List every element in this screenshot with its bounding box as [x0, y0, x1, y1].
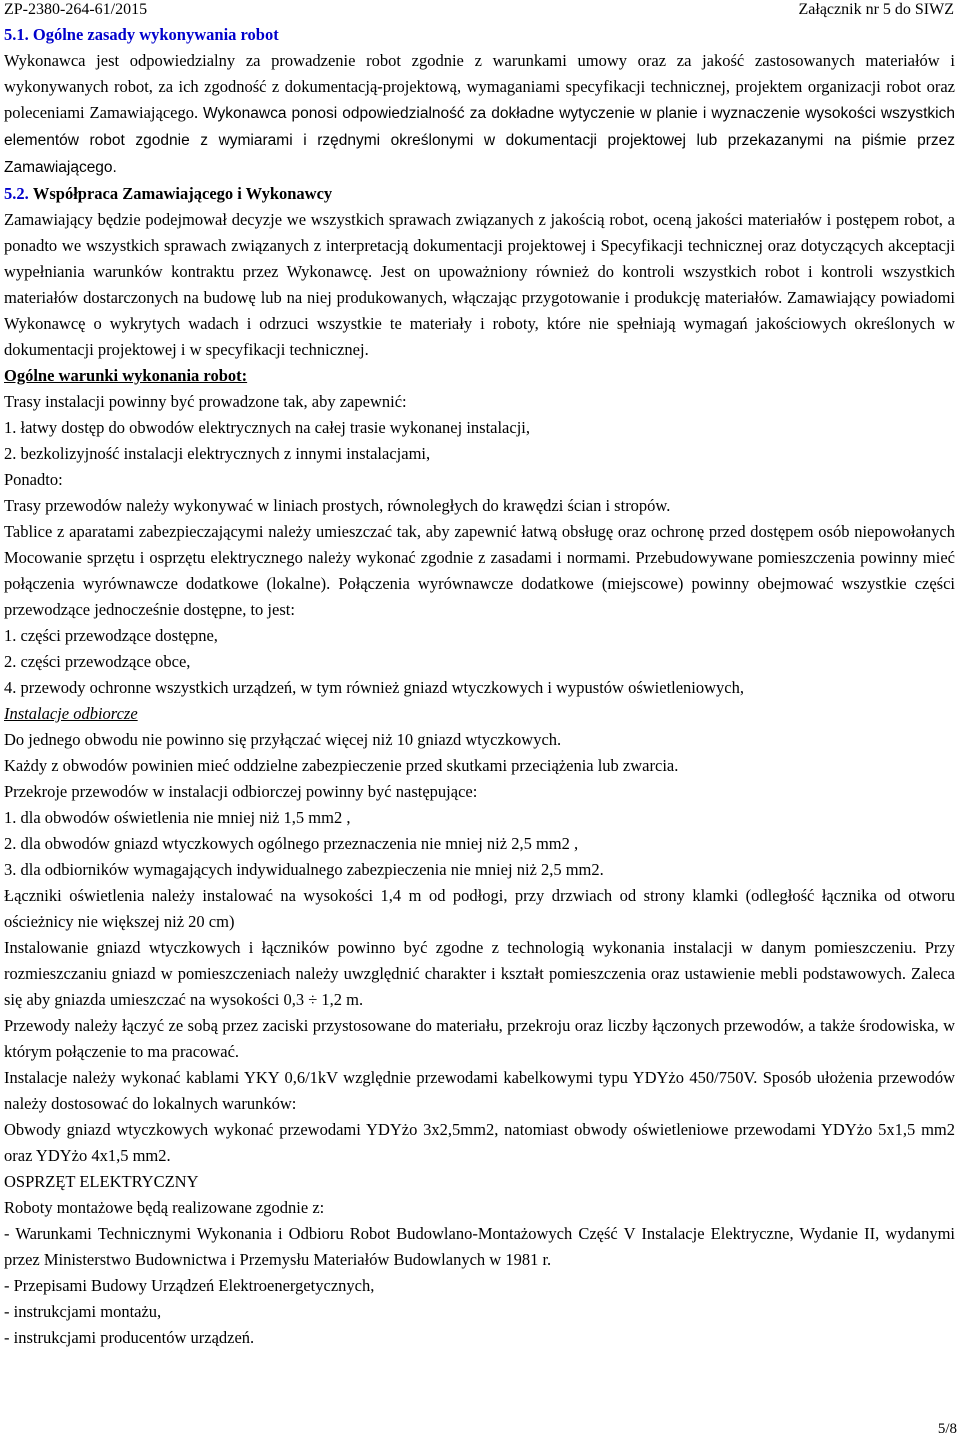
works-item-2: - Przepisami Budowy Urządzeń Elektroenergetycznych, — [4, 1276, 375, 1295]
cross-section-item-3: 3. dla odbiorników wymagających indywidualnego zabezpieczenia nie mniej niż 2,5 mm2. — [4, 860, 604, 879]
parts-item-4: 4. przewody ochronne wszystkich urządzeń, w tym również gniazd wtyczkowych i wypustów oświetleniowych, — [4, 678, 745, 697]
moreover-label: Ponadto: — [4, 470, 63, 489]
works-item-4: - instrukcjami producentów urządzeń. — [4, 1328, 255, 1347]
install-paragraph: Instalowanie gniazd wtyczkowych i łączników powinno być zgodne z technologią wykonania instalacji w danym pomieszczeniu. Przy rozmieszczaniu gniazd w pomieszczeniach należy uwzględnić charakter i kształt pomieszczenia oraz ustawienie mebli podstawowych. Zaleca się aby gniazda umieszczać na wysokości 0,3 ÷ 1,2 m. — [4, 938, 955, 1009]
routes-item-2: 2. bezkolizyjność instalacji elektrycznych z innymi instalacjami, — [4, 444, 431, 463]
cross-section-item-1: 1. dla obwodów oświetlenia nie mniej niż 1,5 mm2 , — [4, 808, 351, 827]
section-5-2-paragraph: Zamawiający będzie podejmował decyzje we wszystkich sprawach związanych z jakością robot, oceną jakości materiałów i postępem robot, a ponadto we wszystkich sprawach związanych z interpretacją dokumentacji projektowej i Specyfikacji technicznej oraz dotyczących akceptacji wypełniania warunków kontraktu przez Wykonawcę. Jest on upoważniony również do kontroli wszystkich robot i kontroli wszystkich materiałów dostarczonych na budowę lub na niej produkowanych, włączając przygotowanie i produkcję materiałów. Zamawiający powiadomi Wykonawcę o wykrytych wadach i odrzuci wszystkie te materiały i roboty, które nie spełniają wymagań jakościowych określonych w dokumentacji projektowej i w specyfikacji technicznej. — [4, 210, 955, 359]
switches-paragraph: Łączniki oświetlenia należy instalować na wysokości 1,4 m od podłogi, przy drzwiach od strony klamki (odległość łącznika od otworu ościeżnicy nie większej niż 20 cm) — [4, 886, 955, 931]
sockets-paragraph: Do jednego obwodu nie powinno się przyłączać więcej niż 10 gniazd wtyczkowych. — [4, 730, 562, 749]
works-item-3: - instrukcjami montażu, — [4, 1302, 162, 1321]
document-reference: ZP-2380-264-61/2015 — [4, 1, 148, 18]
attachment-label: Załącznik nr 5 do SIWZ — [798, 1, 954, 18]
receiver-installations-title: Instalacje odbiorcze — [4, 704, 138, 723]
parts-item-1: 1. części przewodzące dostępne, — [4, 626, 218, 645]
equipment-title: OSPRZĘT ELEKTRYCZNY — [4, 1172, 199, 1191]
boards-paragraph: Tablice z aparatami zabezpieczającymi należy umieszczać tak, aby zapewnić łatwą obsługę oraz ochronę przed dostępem osób niepowołanych Mocowanie sprzętu i osprzętu elektrycznego należy wykonać zgodnie z zasadami i normami. Przebudowywane pomieszczenia powinny mieć połączenia wyrównawcze dodatkowe (lokalne). Połączenia wyrównawcze dodatkowe (miejscowe) powinny obejmować wszystkie części przewodzące jednocześnie dostępne, to jest: — [4, 522, 955, 619]
cables-paragraph: Instalacje należy wykonać kablami YKY 0,6/1kV względnie przewodami kabelkowymi typu YDYżo 450/750V. Sposób ułożenia przewodów należy dostosować do lokalnych warunków: — [4, 1068, 955, 1113]
circuits-paragraph: Obwody gniazd wtyczkowych wykonać przewodami YDYżo 3x2,5mm2, natomiast obwody oświetleniowe przewodami YDYżo 5x1,5 mm2 oraz YDYżo 4x1,5 mm2. — [4, 1120, 955, 1165]
document-body — [4, 22, 955, 1351]
routes-lines-text: Trasy przewodów należy wykonywać w liniach prostych, równoległych do krawędzi ścian i stropów. — [4, 496, 671, 515]
section-5-1-text-b: Wykonawca ponosi odpowiedzialność za dokładne wytyczenie w planie i wyznaczenie wysokości wszystkich elementów robot zgodnie z wymiarami i rzędnymi określonymi w dokumentacji projektowej lub przekazanymi na piśmie przez Zamawiającego. — [4, 105, 956, 176]
routes-intro: Trasy instalacji powinny być prowadzone tak, aby zapewnić: — [4, 392, 407, 411]
routes-item-1: 1. łatwy dostęp do obwodów elektrycznych na całej trasie wykonanej instalacji, — [4, 418, 531, 437]
section-5-2-title: Współpraca Zamawiającego i Wykonawcy — [32, 184, 333, 203]
parts-item-2: 2. części przewodzące obce, — [4, 652, 191, 671]
section-5-1-text-a: Wykonawca jest odpowiedzialny za prowadzenie robot zgodnie z warunkami umowy oraz za jakość zastosowanych materiałów i wykonywanych robot, za ich zgodność z dokumentacją-projektową, wymaganiami specyfikacji technicznej, projektem organizacji robot oraz poleceniami Zamawiającego. — [4, 51, 955, 122]
works-item-1: - Warunkami Technicznymi Wykonania i Odbioru Robot Budowlano-Montażowych Część V Instalacje Elektryczne, Wydanie II, wydanymi przez Ministerstwo Budownictwa i Przemysłu Materiałów Budowlanych w 1981 r. — [4, 1224, 955, 1269]
section-5-2-heading — [4, 181, 955, 207]
wires-paragraph: Przewody należy łączyć ze sobą przez zaciski przystosowane do materiału, przekroju oraz liczby łączonych przewodów, a także środowiska, w którym połączenie to ma pracować. — [4, 1016, 955, 1061]
protection-paragraph: Każdy z obwodów powinien mieć oddzielne zabezpieczenie przed skutkami przeciążenia lub zwarcia. — [4, 756, 679, 775]
cross-section-item-2: 2. dla obwodów gniazd wtyczkowych ogólnego przeznaczenia nie mniej niż 2,5 mm2 , — [4, 834, 579, 853]
section-5-2-number: 5.2. — [4, 184, 29, 203]
works-intro: Roboty montażowe będą realizowane zgodnie z: — [4, 1198, 325, 1217]
general-conditions-title: Ogólne warunki wykonania robot: — [4, 366, 248, 385]
cross-section-intro: Przekroje przewodów w instalacji odbiorczej powinny być następujące: — [4, 782, 478, 801]
section-5-1-paragraph — [4, 48, 955, 181]
page-number: 5/8 — [937, 1421, 957, 1437]
page-header — [4, 0, 954, 20]
section-5-1-title: 5.1. Ogólne zasady wykonywania robot — [4, 25, 279, 44]
